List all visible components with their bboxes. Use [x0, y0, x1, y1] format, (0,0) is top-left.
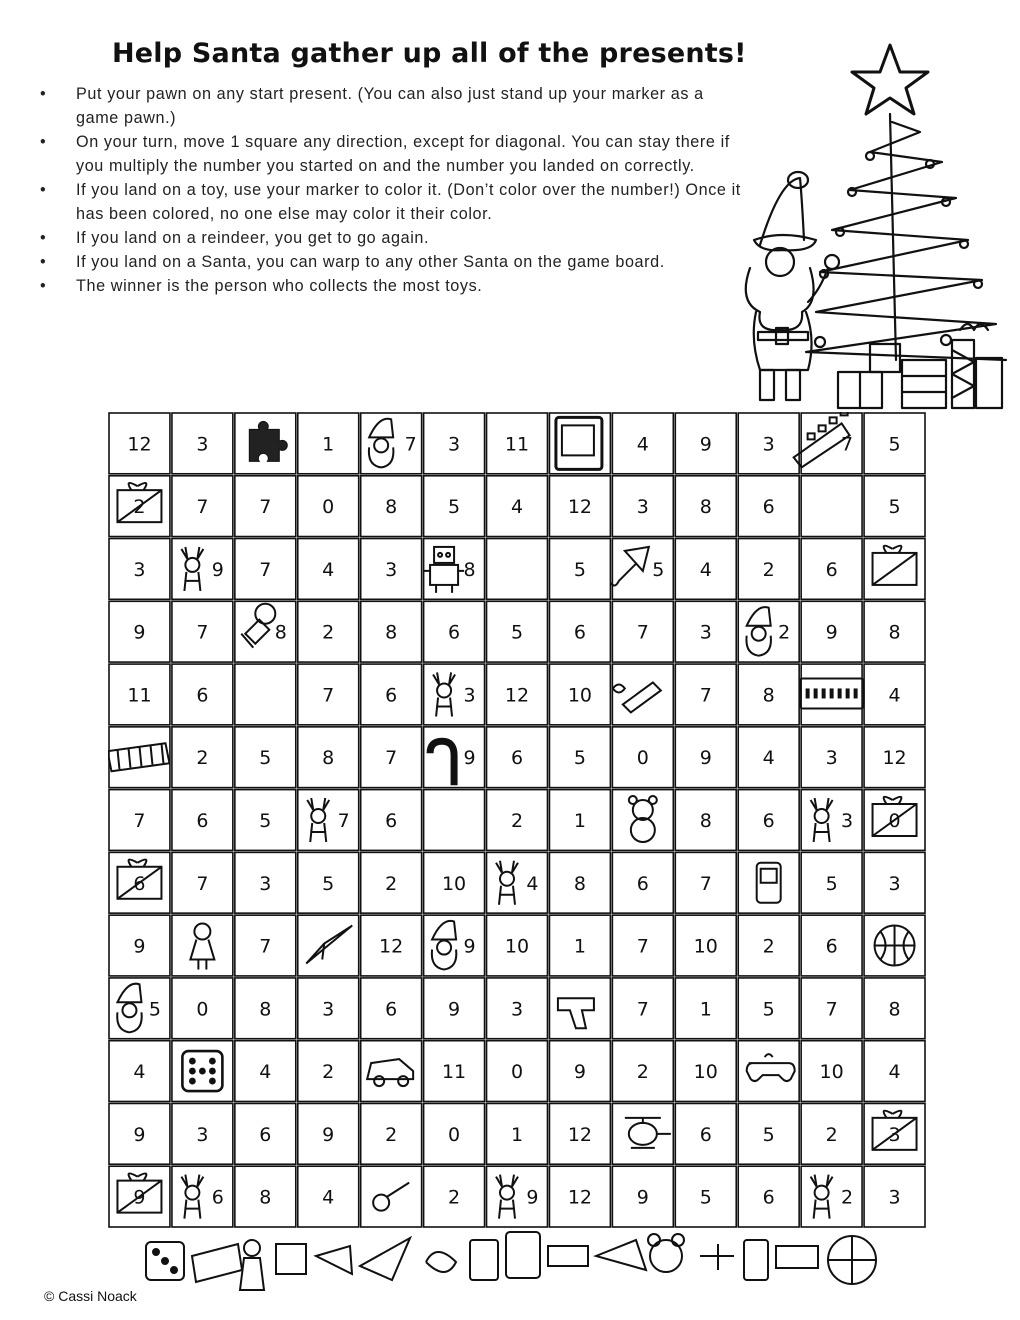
square-number: 10 — [441, 872, 467, 895]
square-number: 4 — [510, 496, 524, 519]
square-number: 6 — [762, 496, 775, 519]
square-number: 0 — [448, 1123, 461, 1146]
square-number: 4 — [888, 684, 901, 707]
square-number: 12 — [882, 747, 907, 770]
square-number: 8 — [699, 496, 712, 519]
copyright-footer: © Cassi Noack — [44, 1288, 137, 1304]
square-number: 9 — [636, 1186, 649, 1209]
square-number: 12 — [567, 1186, 593, 1209]
square-number: 9 — [825, 621, 838, 644]
square-number: 3 — [699, 621, 712, 644]
square-number: 1 — [573, 935, 586, 958]
square-number: 9 — [133, 621, 146, 644]
square-number: 8 — [762, 684, 775, 707]
square-number: 3 — [636, 496, 649, 519]
square-number: 7 — [259, 558, 272, 581]
square-number: 9 — [463, 935, 476, 958]
square-number: 8 — [274, 621, 287, 644]
square-number: 7 — [699, 684, 712, 707]
game-board — [108, 412, 926, 1228]
square-number: 6 — [825, 935, 838, 958]
square-number: 10 — [693, 1061, 718, 1084]
square-number: 8 — [259, 998, 272, 1021]
square-number: 11 — [504, 433, 530, 456]
square-number: 3 — [385, 558, 398, 581]
square-number: 3 — [322, 998, 335, 1021]
square-number: 0 — [888, 810, 901, 832]
square-number: 6 — [259, 1123, 272, 1146]
square-number: 2 — [448, 1186, 461, 1209]
square-number: 7 — [825, 998, 838, 1021]
square-number: 4 — [888, 1061, 901, 1084]
square-number: 6 — [699, 1123, 712, 1146]
square-number: 5 — [762, 998, 775, 1021]
square-number: 9 — [133, 935, 146, 958]
square-number: 7 — [636, 935, 649, 958]
square-number: 4 — [636, 433, 649, 456]
square-number: 12 — [504, 684, 530, 707]
square-number: 5 — [652, 558, 665, 581]
square-number: 10 — [693, 935, 718, 958]
square-number: 12 — [127, 433, 152, 456]
square-number: 9 — [211, 558, 224, 581]
square-number: 11 — [127, 684, 152, 707]
rule-item: • Put your pawn on any start present. (You can also just stand up your marker as a game pawn.) — [40, 82, 745, 130]
board-square[interactable] — [424, 790, 485, 851]
square-number: 5 — [762, 1123, 775, 1146]
square-number: 6 — [825, 558, 838, 581]
square-number: 5 — [825, 872, 838, 895]
square-number: 10 — [567, 684, 593, 707]
square-number: 8 — [385, 496, 398, 519]
square-number: 3 — [825, 747, 838, 770]
board-square[interactable] — [361, 1166, 422, 1227]
square-number: 9 — [448, 998, 461, 1021]
square-number: 3 — [259, 872, 272, 895]
square-number: 4 — [322, 1186, 335, 1209]
toy-parade-illustration — [140, 1226, 890, 1304]
square-number: 0 — [510, 1061, 524, 1084]
square-number: 7 — [841, 433, 854, 456]
square-number: 6 — [385, 998, 398, 1021]
square-number: 6 — [196, 810, 209, 832]
square-number: 9 — [699, 747, 712, 770]
board-square[interactable] — [235, 664, 296, 725]
square-number: 2 — [322, 621, 335, 644]
rule-item: • On your turn, move 1 square any direction, except for diagonal. You can stay there if you multiply the number you started on and the number you landed on correctly. — [40, 130, 745, 178]
square-number: 5 — [448, 496, 461, 519]
square-number: 2 — [762, 558, 775, 581]
square-number: 8 — [259, 1186, 272, 1209]
square-number: 3 — [762, 433, 775, 456]
square-number: 8 — [888, 621, 901, 644]
square-number: 1 — [699, 998, 712, 1021]
square-number: 10 — [819, 1061, 844, 1084]
square-number: 4 — [526, 872, 539, 895]
square-number: 2 — [385, 1123, 398, 1146]
square-number: 8 — [573, 872, 586, 895]
square-number: 5 — [888, 433, 901, 456]
square-number: 8 — [322, 747, 335, 770]
square-number: 6 — [762, 810, 775, 832]
square-number: 3 — [463, 684, 476, 707]
square-number: 0 — [196, 998, 209, 1021]
square-number: 6 — [762, 1186, 775, 1209]
square-number: 3 — [888, 1186, 901, 1209]
basketball-icon — [875, 926, 915, 966]
square-number: 8 — [888, 998, 901, 1021]
square-number: 9 — [699, 433, 712, 456]
square-number: 9 — [322, 1123, 335, 1146]
square-number: 6 — [510, 747, 524, 770]
square-number: 1 — [322, 433, 335, 456]
square-number: 2 — [636, 1061, 649, 1084]
square-number: 7 — [404, 433, 417, 456]
square-number: 1 — [510, 1123, 524, 1146]
square-number: 4 — [133, 1061, 146, 1084]
square-number: 8 — [699, 810, 712, 832]
square-number: 8 — [385, 621, 398, 644]
square-number: 2 — [841, 1186, 854, 1209]
square-number: 11 — [441, 1061, 467, 1084]
square-number: 12 — [567, 1123, 593, 1146]
square-number: 2 — [322, 1061, 335, 1084]
square-number: 7 — [322, 684, 335, 707]
page-title: Help Santa gather up all of the presents! — [112, 38, 747, 69]
board-square[interactable] — [801, 476, 862, 537]
square-number: 0 — [322, 496, 335, 519]
square-number: 5 — [148, 998, 161, 1021]
square-number: 6 — [636, 872, 649, 895]
square-number: 6 — [573, 621, 586, 644]
square-number: 2 — [762, 935, 775, 958]
square-number: 12 — [567, 496, 593, 519]
square-number: 6 — [196, 684, 209, 707]
board-square[interactable] — [612, 664, 673, 725]
square-number: 1 — [573, 810, 586, 832]
square-number: 5 — [259, 747, 272, 770]
square-number: 4 — [322, 558, 335, 581]
square-number: 2 — [825, 1123, 838, 1146]
square-number: 3 — [888, 872, 901, 895]
square-number: 5 — [573, 558, 586, 581]
square-number: 7 — [196, 621, 209, 644]
square-number: 7 — [636, 998, 649, 1021]
square-number: 5 — [259, 810, 272, 832]
rule-item: • If you land on a reindeer, you get to go again. — [40, 226, 745, 250]
square-number: 2 — [385, 872, 398, 895]
square-number: 5 — [888, 496, 901, 519]
square-number: 2 — [778, 621, 791, 644]
square-number: 9 — [133, 1186, 146, 1209]
square-number: 2 — [196, 747, 209, 770]
square-number: 6 — [385, 810, 398, 832]
square-number: 4 — [259, 1061, 272, 1084]
square-number: 5 — [510, 621, 524, 644]
square-number: 3 — [133, 558, 146, 581]
square-number: 2 — [133, 496, 146, 519]
square-number: 7 — [259, 496, 272, 519]
square-number: 7 — [196, 872, 209, 895]
square-number: 6 — [133, 872, 146, 895]
board-square[interactable] — [487, 539, 548, 600]
square-number: 9 — [573, 1061, 586, 1084]
rule-item: • The winner is the person who collects the most toys. — [40, 274, 745, 298]
square-number: 9 — [526, 1186, 539, 1209]
square-number: 10 — [504, 935, 530, 958]
square-number: 2 — [510, 810, 524, 832]
square-number: 3 — [196, 1123, 209, 1146]
square-number: 5 — [699, 1186, 712, 1209]
square-number: 7 — [699, 872, 712, 895]
square-number: 3 — [448, 433, 461, 456]
square-number: 7 — [259, 935, 272, 958]
square-number: 5 — [573, 747, 586, 770]
square-number: 3 — [510, 998, 524, 1021]
square-number: 8 — [463, 558, 476, 581]
square-number: 6 — [448, 621, 461, 644]
rule-item: • If you land on a Santa, you can warp to any other Santa on the game board. — [40, 250, 745, 274]
square-number: 3 — [888, 1123, 901, 1146]
rules-list — [40, 82, 745, 298]
square-number: 5 — [322, 872, 335, 895]
square-number: 7 — [636, 621, 649, 644]
square-number: 9 — [133, 1123, 146, 1146]
square-number: 12 — [379, 935, 404, 958]
santa-tree-illustration — [720, 40, 1020, 412]
square-number: 7 — [337, 810, 350, 832]
square-number: 6 — [211, 1186, 224, 1209]
square-number: 6 — [385, 684, 398, 707]
square-number: 3 — [841, 810, 854, 832]
square-number: 4 — [699, 558, 712, 581]
square-number: 9 — [463, 747, 476, 770]
square-number: 7 — [385, 747, 398, 770]
square-number: 7 — [133, 810, 146, 832]
square-number: 7 — [196, 496, 209, 519]
square-number: 0 — [636, 747, 649, 770]
square-number: 3 — [196, 433, 209, 456]
rule-item: • If you land on a toy, use your marker to color it. (Don’t color over the number!) Once it has been colored, no one else may color it their color. — [40, 178, 745, 226]
square-number: 4 — [762, 747, 775, 770]
